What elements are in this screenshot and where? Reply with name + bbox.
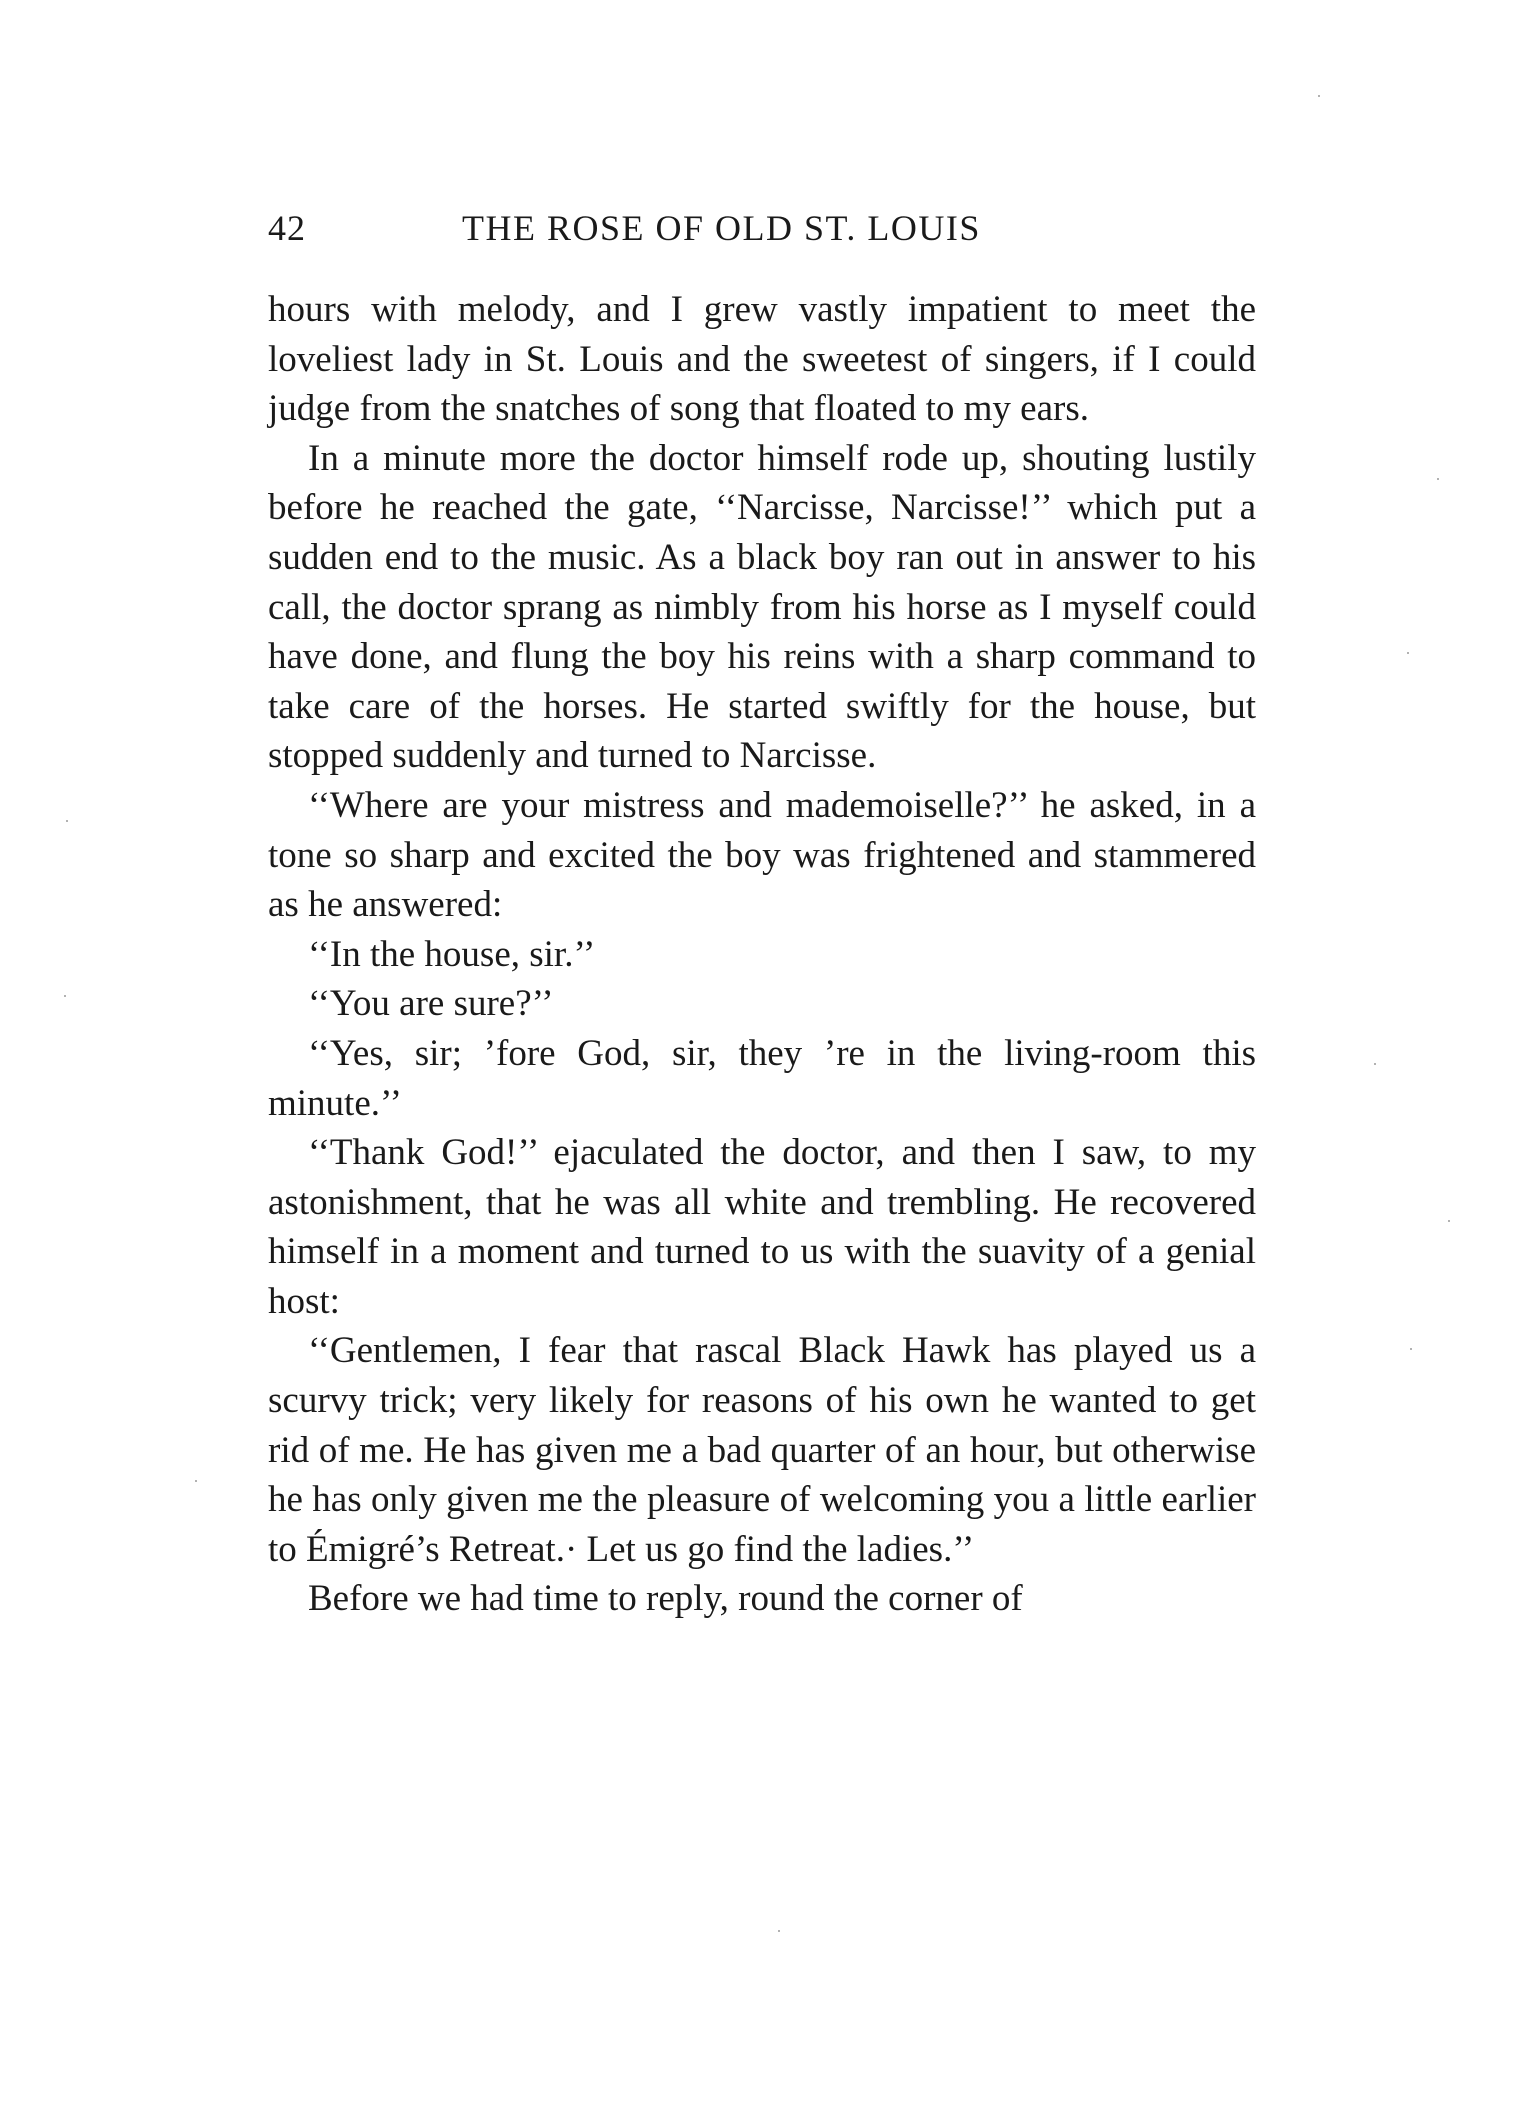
paragraph-last: Before we had time to reply, round the corner of <box>308 1578 1023 1620</box>
scan-speck <box>1410 1348 1412 1350</box>
scan-speck <box>66 820 68 822</box>
page-header <box>268 207 1266 257</box>
scan-speck <box>1448 1220 1450 1222</box>
scan-speck <box>1318 95 1320 97</box>
page-number: 42 <box>268 208 306 248</box>
scan-speck <box>64 995 66 997</box>
paragraph: ‘‘Gentlemen, I fear that rascal Black Hawk has played us a scurvy trick; very likely for reasons of his own he wanted to get rid of me. He has given me a bad quarter of an hour, but otherwise he has only given me the pleasure of welcoming you a little earlier to Émigré’s Retreat.· Let us go find the ladies.’’ <box>268 1330 1256 1570</box>
scan-speck <box>1407 652 1409 654</box>
scan-speck <box>1437 478 1439 480</box>
running-title: THE ROSE OF OLD ST. LOUIS <box>462 208 981 248</box>
paragraph: ‘‘Yes, sir; ’fore God, sir, they ’re in the living-room this minute.’’ <box>268 1032 1256 1124</box>
scan-speck <box>778 1930 780 1932</box>
body-text <box>268 285 1256 1624</box>
scan-speck <box>1374 1063 1376 1065</box>
paragraph: ‘‘Thank God!’’ ejaculated the doctor, and then I saw, to my astonishment, that he was all white and trembling. He recovered himself in a moment and turned to us with the suavity of a genial host: <box>268 1132 1256 1322</box>
paragraph: ‘‘In the house, sir.’’ <box>308 933 596 975</box>
scan-speck <box>195 1480 197 1482</box>
paragraph: In a minute more the doctor himself rode up, shouting lustily before he reached the gate, ‘‘Narcisse, Narcisse!’’ which put a sudden end to the music. As a black boy ran out in answer to his call, the doctor sprang as nimbly from his horse as I myself could have done, and flung the boy his reins with a sharp command to take care of the horses. He started swiftly for the house, but stopped suddenly and turned to Narcisse. <box>268 437 1256 777</box>
paragraph-continuation: hours with melody, and I grew vastly impatient to meet the loveliest lady in St. Louis and the sweetest of singers, if I could judge from the snatches of song that floated to my ears. <box>268 289 1256 430</box>
paragraph: ‘‘You are sure?’’ <box>308 983 554 1025</box>
paragraph: ‘‘Where are your mistress and mademoiselle?’’ he asked, in a tone so sharp and excited the boy was frightened and stammered as he answered: <box>268 784 1256 926</box>
